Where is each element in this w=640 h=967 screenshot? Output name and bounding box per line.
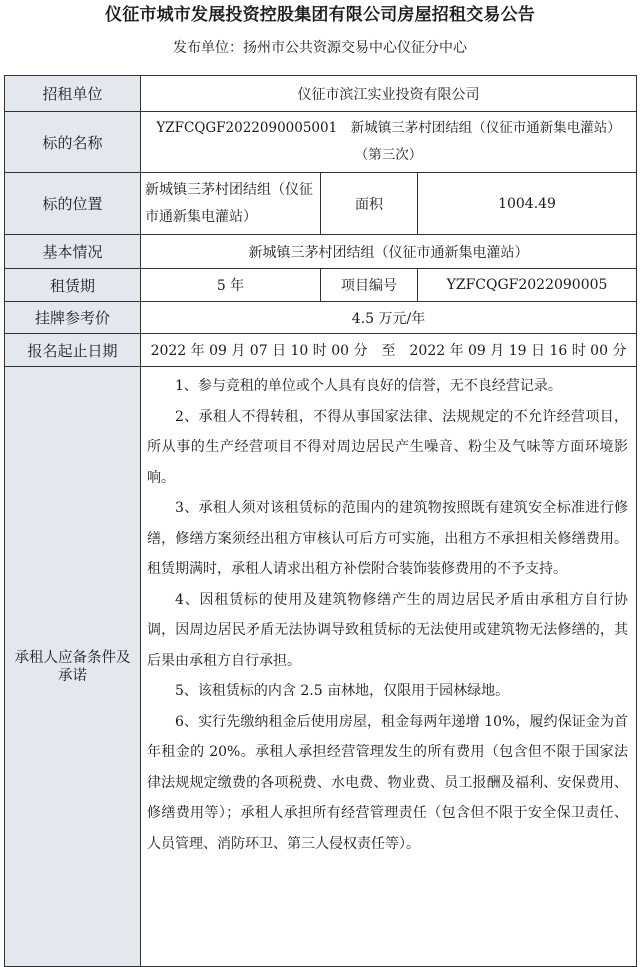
- period-label: 报名起止日期: [5, 334, 141, 367]
- conditions-label: 承租人应备条件及承诺: [5, 367, 141, 967]
- area-label: 面积: [321, 173, 418, 235]
- table-row: [5, 76, 637, 112]
- lessor-label: 招租单位: [5, 76, 141, 112]
- condition-item: 5、该租赁标的内含 2.5 亩林地，仅限用于园林绿地。: [175, 683, 510, 699]
- table-row: [5, 367, 637, 967]
- condition-item: 4、因租赁标的使用及建筑物修缮产生的周边居民矛盾由承租方自行协调，因周边居民矛盾无法协调导致租赁标的无法使用或建筑物无法修缮的，其后果由承租方自行承担。: [147, 591, 629, 669]
- period-value: 2022 年 09 月 07 日 10 时 00 分 至 2022 年 09 月 19 日 16 时 00 分: [141, 334, 637, 367]
- name-value-line1: YZFCQGF2022090005001 新城镇三茅村团结组（仪征市通新集电灌站）: [156, 120, 621, 136]
- table-row: [5, 112, 637, 173]
- term-value: 5 年: [141, 269, 321, 302]
- project-no-label: 项目编号: [321, 269, 418, 302]
- condition-item: 2、承租人不得转租，不得从事国家法律、法规规定的不允许经营项目，所从事的生产经营项目不得对周边居民产生噪音、粉尘及气味等方面环境影响。: [147, 408, 629, 486]
- project-no-value: YZFCQGF2022090005: [418, 269, 637, 302]
- publisher-line: 发布单位：扬州市公共资源交易中心仪征分中心: [173, 40, 467, 56]
- table-row: [5, 235, 637, 269]
- name-value: [141, 112, 637, 173]
- condition-item: 1、参与竞租的单位或个人具有良好的信誉，无不良经营记录。: [175, 378, 562, 394]
- location-label: 标的位置: [5, 173, 141, 235]
- condition-item: 3、承租人须对该租赁标的范围内的建筑物按照既有建筑安全标准进行修缮，修缮方案须经出租方审核认可后方可实施，出租方不承担相关修缮费用。租赁期满时，承租人请求出租方补偿附合装饰装修费用的不予支持。: [147, 500, 629, 577]
- location-value: 新城镇三茅村团结组（仪征市通新集电灌站）: [141, 173, 321, 235]
- name-value-line2: （第三次）: [354, 147, 423, 163]
- table-row: [5, 302, 637, 334]
- area-value: 1004.49: [418, 173, 637, 235]
- price-value: 4.5 万元/年: [141, 302, 637, 334]
- condition-item: 6、实行先缴纳租金后使用房屋，租金每两年递增 10%，履约保证金为首年租金的 20%。承租人承担经营管理发生的所有费用（包含但不限于国家法律法规规定缴费的各项税费、水电费、物业费、员工报酬及福利、安保费用、修缮费用等）；承租人承担所有经营管理责任（包含但不限于安全保卫责任、人员管理、消防环卫、第三人侵权责任等）。: [147, 713, 629, 852]
- basic-label: 基本情况: [5, 235, 141, 269]
- table-row: [5, 334, 637, 367]
- table-row: [5, 269, 637, 302]
- announcement-table: [4, 75, 637, 967]
- price-label: 挂牌参考价: [5, 302, 141, 334]
- page-title: 仪征市城市发展投资控股集团有限公司房屋招租交易公告: [105, 5, 535, 25]
- lessor-value: 仪征市滨江实业投资有限公司: [141, 76, 637, 112]
- table-row: [5, 173, 637, 235]
- name-label: 标的名称: [5, 112, 141, 173]
- conditions-body: [141, 367, 637, 967]
- term-label: 租赁期: [5, 269, 141, 302]
- basic-value: 新城镇三茅村团结组（仪征市通新集电灌站）: [141, 235, 637, 269]
